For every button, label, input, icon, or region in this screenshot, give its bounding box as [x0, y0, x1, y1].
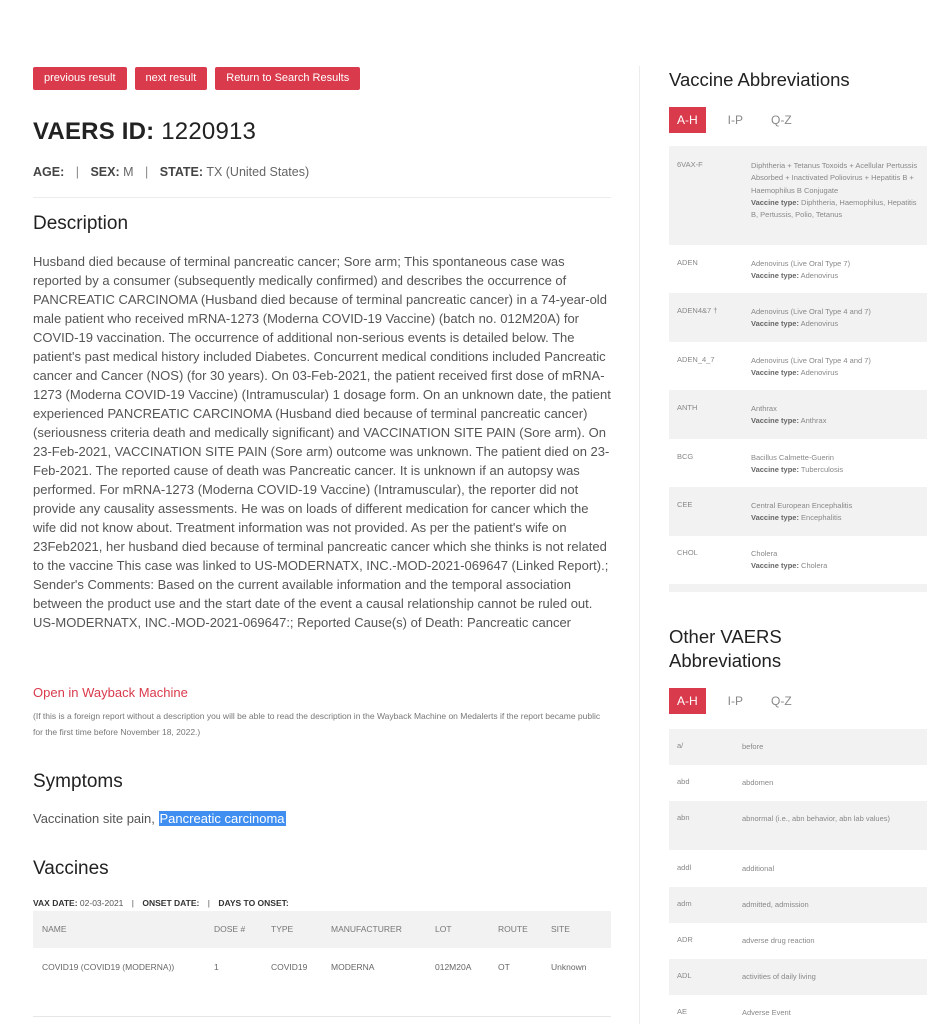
abbr-code: BCG — [677, 452, 694, 461]
abbr-code: ANTH — [677, 403, 698, 412]
abbr-code: ADR — [677, 935, 693, 944]
column-header: LOT — [435, 924, 452, 934]
table-cell: MODERNA — [331, 962, 375, 972]
abbr-code: abd — [677, 777, 690, 786]
state-label: STATE: — [159, 165, 204, 179]
description-heading: Description — [33, 213, 129, 234]
column-header: SITE — [551, 924, 570, 934]
vax-date-value: 02-03-2021 — [79, 898, 124, 908]
vaers-id-value: 1220913 — [161, 118, 257, 145]
symptom-item-selected[interactable]: Pancreatic carcinoma — [159, 811, 285, 826]
abbr-code: ADEN — [677, 258, 698, 267]
column-header: DOSE # — [214, 924, 246, 934]
state-value: TX (United States) — [206, 165, 310, 179]
tab-q-z[interactable]: Q-Z — [771, 113, 792, 127]
abbr-meaning: adverse drug reaction — [742, 936, 815, 945]
tab-q-z[interactable]: Q-Z — [771, 694, 792, 708]
sex-label: SEX: — [90, 165, 120, 179]
column-header: TYPE — [271, 924, 294, 934]
abbr-meaning: activities of daily living — [742, 972, 816, 981]
symptoms-list — [33, 811, 286, 826]
sex-value: M — [123, 165, 134, 179]
symptom-item: Vaccination site pain, — [33, 811, 155, 826]
table-header — [33, 911, 611, 948]
list-item — [669, 293, 927, 342]
list-item — [669, 923, 927, 959]
list-item — [669, 390, 927, 439]
wayback-note: (If this is a foreign report without a description you will be able to read the description in the Wayback Machine on Medalerts if the report became public for the first time before November 18, 2022.) — [33, 711, 601, 737]
column-header: ROUTE — [498, 924, 528, 934]
days-to-onset-label: DAYS TO ONSET: — [218, 898, 289, 908]
abbr-meaning: Adverse Event — [742, 1008, 791, 1017]
column-header: NAME — [42, 924, 67, 934]
onset-date-label: ONSET DATE: — [142, 898, 200, 908]
abbr-meaning: before — [742, 742, 764, 751]
table-cell: COVID19 (COVID19 (MODERNA)) — [42, 962, 175, 972]
abbr-code: addl — [677, 863, 692, 872]
tab-i-p[interactable]: I-P — [727, 113, 744, 127]
table-cell: 012M20A — [435, 962, 472, 972]
tab-i-p[interactable]: I-P — [727, 694, 744, 708]
column-divider — [639, 66, 640, 1024]
abbr-code: AE — [677, 1007, 688, 1016]
table-cell: Unknown — [551, 962, 587, 972]
abbr-desc: Adenovirus (Live Oral Type 7) Vaccine type: Adenovirus — [751, 259, 851, 281]
abbr-meaning: additional — [742, 864, 775, 873]
description-text: Husband died because of terminal pancreatic cancer; Sore arm; This spontaneous case was reported by a consumer (subsequently medically confirmed) and describes the occurrence of PANCREATIC CARCINOMA (Husband died because of terminal pancreatic cancer) in a 74-year-old male patient who received mRNA-1273 (Moderna COVID-19 Vaccine) (batch no. 012M20A) for COVID-19 vaccination. The occurrence of additional non-serious events is detailed below. The patient's past medical history included Diabetes. Concurrent medical conditions included Pancreatic cancer and Cancer (NOS) (for 30 years). On 03-Feb-2021, the patient received first dose of mRNA-1273 (Moderna COVID-19 Vaccine) (Intramuscular) 1 dosage form. On an unknown date, the patient experienced PANCREATIC CARCINOMA (Husband died because of terminal pancreatic cancer) (seriousness criteria death and medically significant) and VACCINATION SITE PAIN (Sore arm). On 23-Feb-2021, VACCINATION SITE PAIN (Sore arm) outcome was unknown. The patient died on 23-Feb-2021. The reported cause of death was Pancreatic cancer. It is unknown if an autopsy was performed. For mRNA-1273 (Moderna COVID-19 Vaccine) (Intramuscular), the reporter did not provide any causality assessments. He was on loads of different medication for cancer which the wife did not know about. Treatment information was not provided. As per the patient's wife on 23Feb2021, her husband died because of terminal pancreatic cancer which she thinks is not related to the vaccine This case was linked to US-MODERNATX, INC.-MOD-2021-069647 (Linked Report).; Sender's Comments: Based on the current available information and the temporal association between the product use and the start date of the event a causal relationship cannot be ruled out. US-MODERNATX, INC.-MOD-2021-069647:; Reported Cause(s) of Death: Pancreatic cancer — [33, 254, 611, 630]
abbr-code: CHOL — [677, 548, 698, 557]
return-to-search-button[interactable]: Return to Search Results — [215, 67, 360, 90]
list-item — [669, 245, 927, 293]
list-item — [669, 146, 927, 245]
list-item — [669, 439, 927, 487]
result-nav — [33, 67, 360, 90]
symptoms-heading: Symptoms — [33, 771, 123, 792]
abbr-code: CEE — [677, 500, 693, 509]
vax-date-label: VAX DATE: — [33, 898, 78, 908]
abbr-code: abn — [677, 813, 690, 822]
abbr-code: adm — [677, 899, 692, 908]
abbr-desc: Anthrax Vaccine type: Anthrax — [751, 404, 827, 426]
list-item — [669, 959, 927, 995]
abbr-desc: Central European Encephalitis Vaccine type: Encephalitis — [751, 501, 853, 523]
wayback-machine-link[interactable]: Open in Wayback Machine — [33, 685, 188, 700]
other-abbr-list — [669, 729, 927, 1024]
list-scroll-edge — [669, 584, 927, 592]
vaccines-table — [33, 911, 611, 986]
vaccines-heading: Vaccines — [33, 858, 109, 879]
list-item — [669, 850, 927, 887]
abbr-meaning: admitted, admission — [742, 900, 809, 909]
other-abbr-tabs — [669, 688, 812, 714]
other-abbreviations-title: Other VAERS Abbreviations — [669, 626, 782, 671]
divider — [33, 1016, 611, 1017]
list-item — [669, 801, 927, 850]
list-item — [669, 536, 927, 584]
list-item — [669, 887, 927, 923]
abbr-meaning: abdomen — [742, 778, 774, 787]
vaccine-abbr-tabs — [669, 107, 812, 133]
next-result-button[interactable]: next result — [135, 67, 208, 90]
abbr-code: 6VAX-F — [677, 160, 703, 169]
list-item — [669, 765, 927, 801]
vaccine-abbr-list — [669, 146, 927, 592]
abbr-desc: Adenovirus (Live Oral Type 4 and 7) Vaccine type: Adenovirus — [751, 356, 871, 378]
table-cell: OT — [498, 962, 510, 972]
abbr-desc: Cholera Vaccine type: Cholera — [751, 549, 828, 571]
vaccine-abbreviations-title: Vaccine Abbreviations — [669, 69, 850, 90]
table-cell: COVID19 — [271, 962, 308, 972]
abbr-code: a/ — [677, 741, 684, 750]
abbr-code: ADEN4&7 † — [677, 306, 718, 315]
column-header: MANUFACTURER — [331, 924, 402, 934]
tab-a-h[interactable]: A-H — [669, 688, 706, 714]
abbr-desc: Diphtheria + Tetanus Toxoids + Acellular Pertussis Absorbed + Inactivated Poliovirus + Hepatitis B + Haemophilus B Conjugate Vaccine type: Diphtheria, Haemophilus, Hepatitis B, Pertussis, Polio, Tetanus — [751, 161, 918, 220]
abbr-code: ADL — [677, 971, 692, 980]
abbr-meaning: abnormal (i.e., abn behavior, abn lab values) — [742, 814, 891, 823]
divider — [33, 197, 611, 198]
tab-a-h[interactable]: A-H — [669, 107, 706, 133]
list-item — [669, 729, 927, 765]
abbr-desc: Bacillus Calmette-Guerin Vaccine type: Tuberculosis — [751, 453, 844, 475]
patient-meta: AGE: | SEX: M | STATE: TX (United States) — [33, 165, 310, 179]
abbr-code: ADEN_4_7 — [677, 355, 715, 364]
vaccine-dates: VAX DATE: 02-03-2021 | ONSET DATE: | DAYS TO ONSET: — [33, 898, 289, 908]
list-item — [669, 342, 927, 390]
vaers-id-label: VAERS ID: — [33, 118, 155, 145]
table-cell: 1 — [214, 962, 219, 972]
age-label: AGE: — [33, 165, 65, 179]
page-title — [33, 118, 256, 146]
abbr-desc: Adenovirus (Live Oral Type 4 and 7) Vaccine type: Adenovirus — [751, 307, 871, 329]
list-item — [669, 487, 927, 536]
previous-result-button[interactable]: previous result — [33, 67, 127, 90]
table-row — [33, 948, 611, 986]
list-item — [669, 995, 927, 1024]
